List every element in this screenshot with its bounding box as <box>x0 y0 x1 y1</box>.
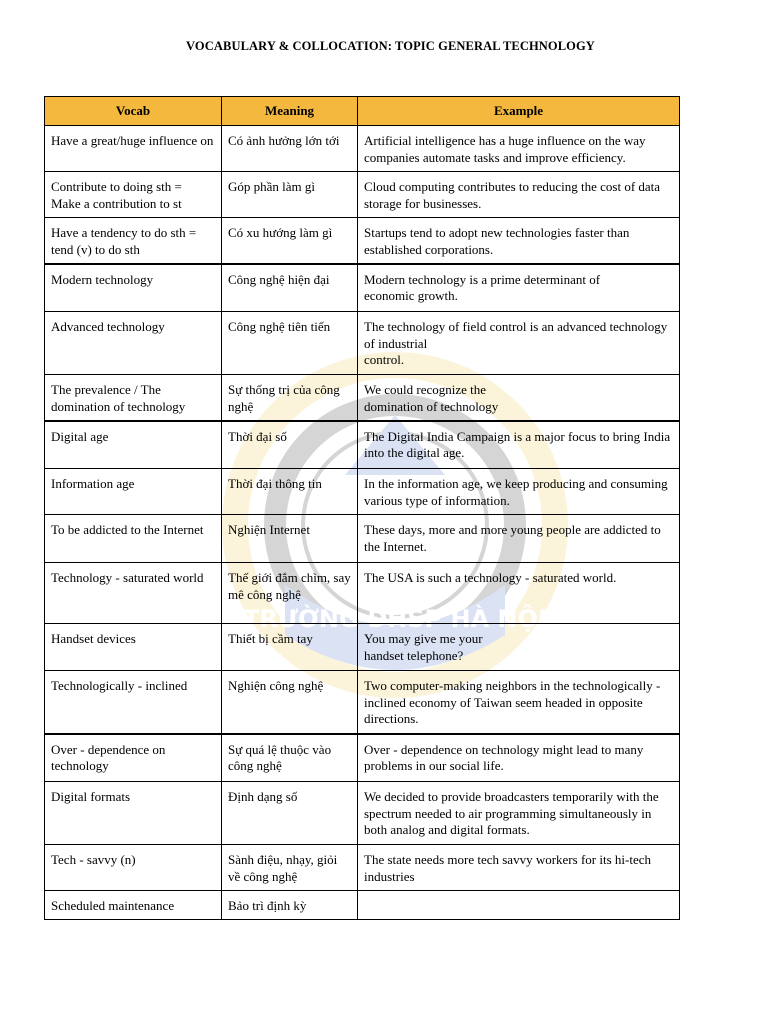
table-row <box>45 624 680 671</box>
table-row <box>45 126 680 172</box>
cell-example: Over - dependence on technology might lead to many problems in our social life. <box>358 734 680 782</box>
cell-meaning: Thế giới đắm chìm, say mê công nghệ <box>222 563 358 624</box>
cell-example: The technology of field control is an advanced technology of industrial control. <box>358 312 680 375</box>
cell-meaning: Công nghệ tiên tiến <box>222 312 358 375</box>
cell-example: Two computer-making neighbors in the technologically - inclined economy of Taiwan seem headed in opposite directions. <box>358 671 680 734</box>
table-row <box>45 734 680 782</box>
cell-meaning: Định dạng số <box>222 782 358 845</box>
seal-banner-text: TRƯỜNG ĐHSP HÀ NỘI <box>243 605 547 633</box>
cell-example <box>358 891 680 920</box>
table-row <box>45 312 680 375</box>
cell-vocab: Technology - saturated world <box>45 563 222 624</box>
cell-vocab: Modern technology <box>45 264 222 312</box>
table-row <box>45 421 680 469</box>
cell-vocab: Digital formats <box>45 782 222 845</box>
cell-example: Artificial intelligence has a huge influence on the way companies automate tasks and improve efficiency. <box>358 126 680 172</box>
cell-example: Cloud computing contributes to reducing the cost of data storage for businesses. <box>358 172 680 218</box>
cell-meaning: Thời đại số <box>222 421 358 469</box>
cell-meaning: Nghiện Internet <box>222 515 358 563</box>
cell-meaning: Góp phần làm gì <box>222 172 358 218</box>
table-row <box>45 563 680 624</box>
table-row <box>45 891 680 920</box>
cell-example: We decided to provide broadcasters temporarily with the spectrum needed to air programming simultaneously in both analog and digital formats. <box>358 782 680 845</box>
cell-vocab: Over - dependence on technology <box>45 734 222 782</box>
cell-example: The state needs more tech savvy workers for its hi-tech industries <box>358 845 680 891</box>
header-meaning: Meaning <box>222 97 358 126</box>
table-row <box>45 375 680 421</box>
cell-vocab: Digital age <box>45 421 222 469</box>
cell-meaning: Có xu hướng làm gì <box>222 218 358 264</box>
cell-vocab: Handset devices <box>45 624 222 671</box>
cell-meaning: Công nghệ hiện đại <box>222 264 358 312</box>
vocabulary-table <box>44 96 680 920</box>
cell-vocab: Information age <box>45 469 222 515</box>
table-row <box>45 782 680 845</box>
cell-example: Modern technology is a prime determinant of economic growth. <box>358 264 680 312</box>
cell-meaning: Thời đại thông tin <box>222 469 358 515</box>
table-row <box>45 515 680 563</box>
cell-example: You may give me your handset telephone? <box>358 624 680 671</box>
table-row <box>45 218 680 264</box>
table-row <box>45 845 680 891</box>
table-row <box>45 671 680 734</box>
header-vocab: Vocab <box>45 97 222 126</box>
table-row <box>45 172 680 218</box>
cell-vocab: Technologically - inclined <box>45 671 222 734</box>
cell-example: The USA is such a technology - saturated world. <box>358 563 680 624</box>
cell-meaning: Thiết bị cầm tay <box>222 624 358 671</box>
cell-meaning: Sự thống trị của công nghệ <box>222 375 358 421</box>
cell-vocab: Tech - savvy (n) <box>45 845 222 891</box>
cell-meaning: Nghiện công nghệ <box>222 671 358 734</box>
cell-vocab: Have a tendency to do sth = tend (v) to do sth <box>45 218 222 264</box>
cell-vocab: To be addicted to the Internet <box>45 515 222 563</box>
cell-example: In the information age, we keep producing and consuming various type of information. <box>358 469 680 515</box>
cell-meaning: Có ảnh hưởng lớn tới <box>222 126 358 172</box>
cell-vocab: Contribute to doing sth = Make a contribution to st <box>45 172 222 218</box>
cell-vocab: Advanced technology <box>45 312 222 375</box>
cell-vocab: The prevalence / The domination of technology <box>45 375 222 421</box>
cell-vocab: Scheduled maintenance <box>45 891 222 920</box>
cell-meaning: Bảo trì định kỳ <box>222 891 358 920</box>
table-row <box>45 264 680 312</box>
cell-meaning: Sự quá lệ thuộc vào công nghệ <box>222 734 358 782</box>
table-row <box>45 469 680 515</box>
header-example: Example <box>358 97 680 126</box>
cell-example: The Digital India Campaign is a major focus to bring India into the digital age. <box>358 421 680 469</box>
cell-vocab: Have a great/huge influence on <box>45 126 222 172</box>
table-header-row <box>45 97 680 126</box>
cell-meaning: Sành điệu, nhạy, giỏi về công nghệ <box>222 845 358 891</box>
cell-example: These days, more and more young people are addicted to the Internet. <box>358 515 680 563</box>
cell-example: We could recognize the domination of technology <box>358 375 680 421</box>
cell-example: Startups tend to adopt new technologies faster than established corporations. <box>358 218 680 264</box>
page-title: VOCABULARY & COLLOCATION: TOPIC GENERAL TECHNOLOGY <box>186 39 595 53</box>
